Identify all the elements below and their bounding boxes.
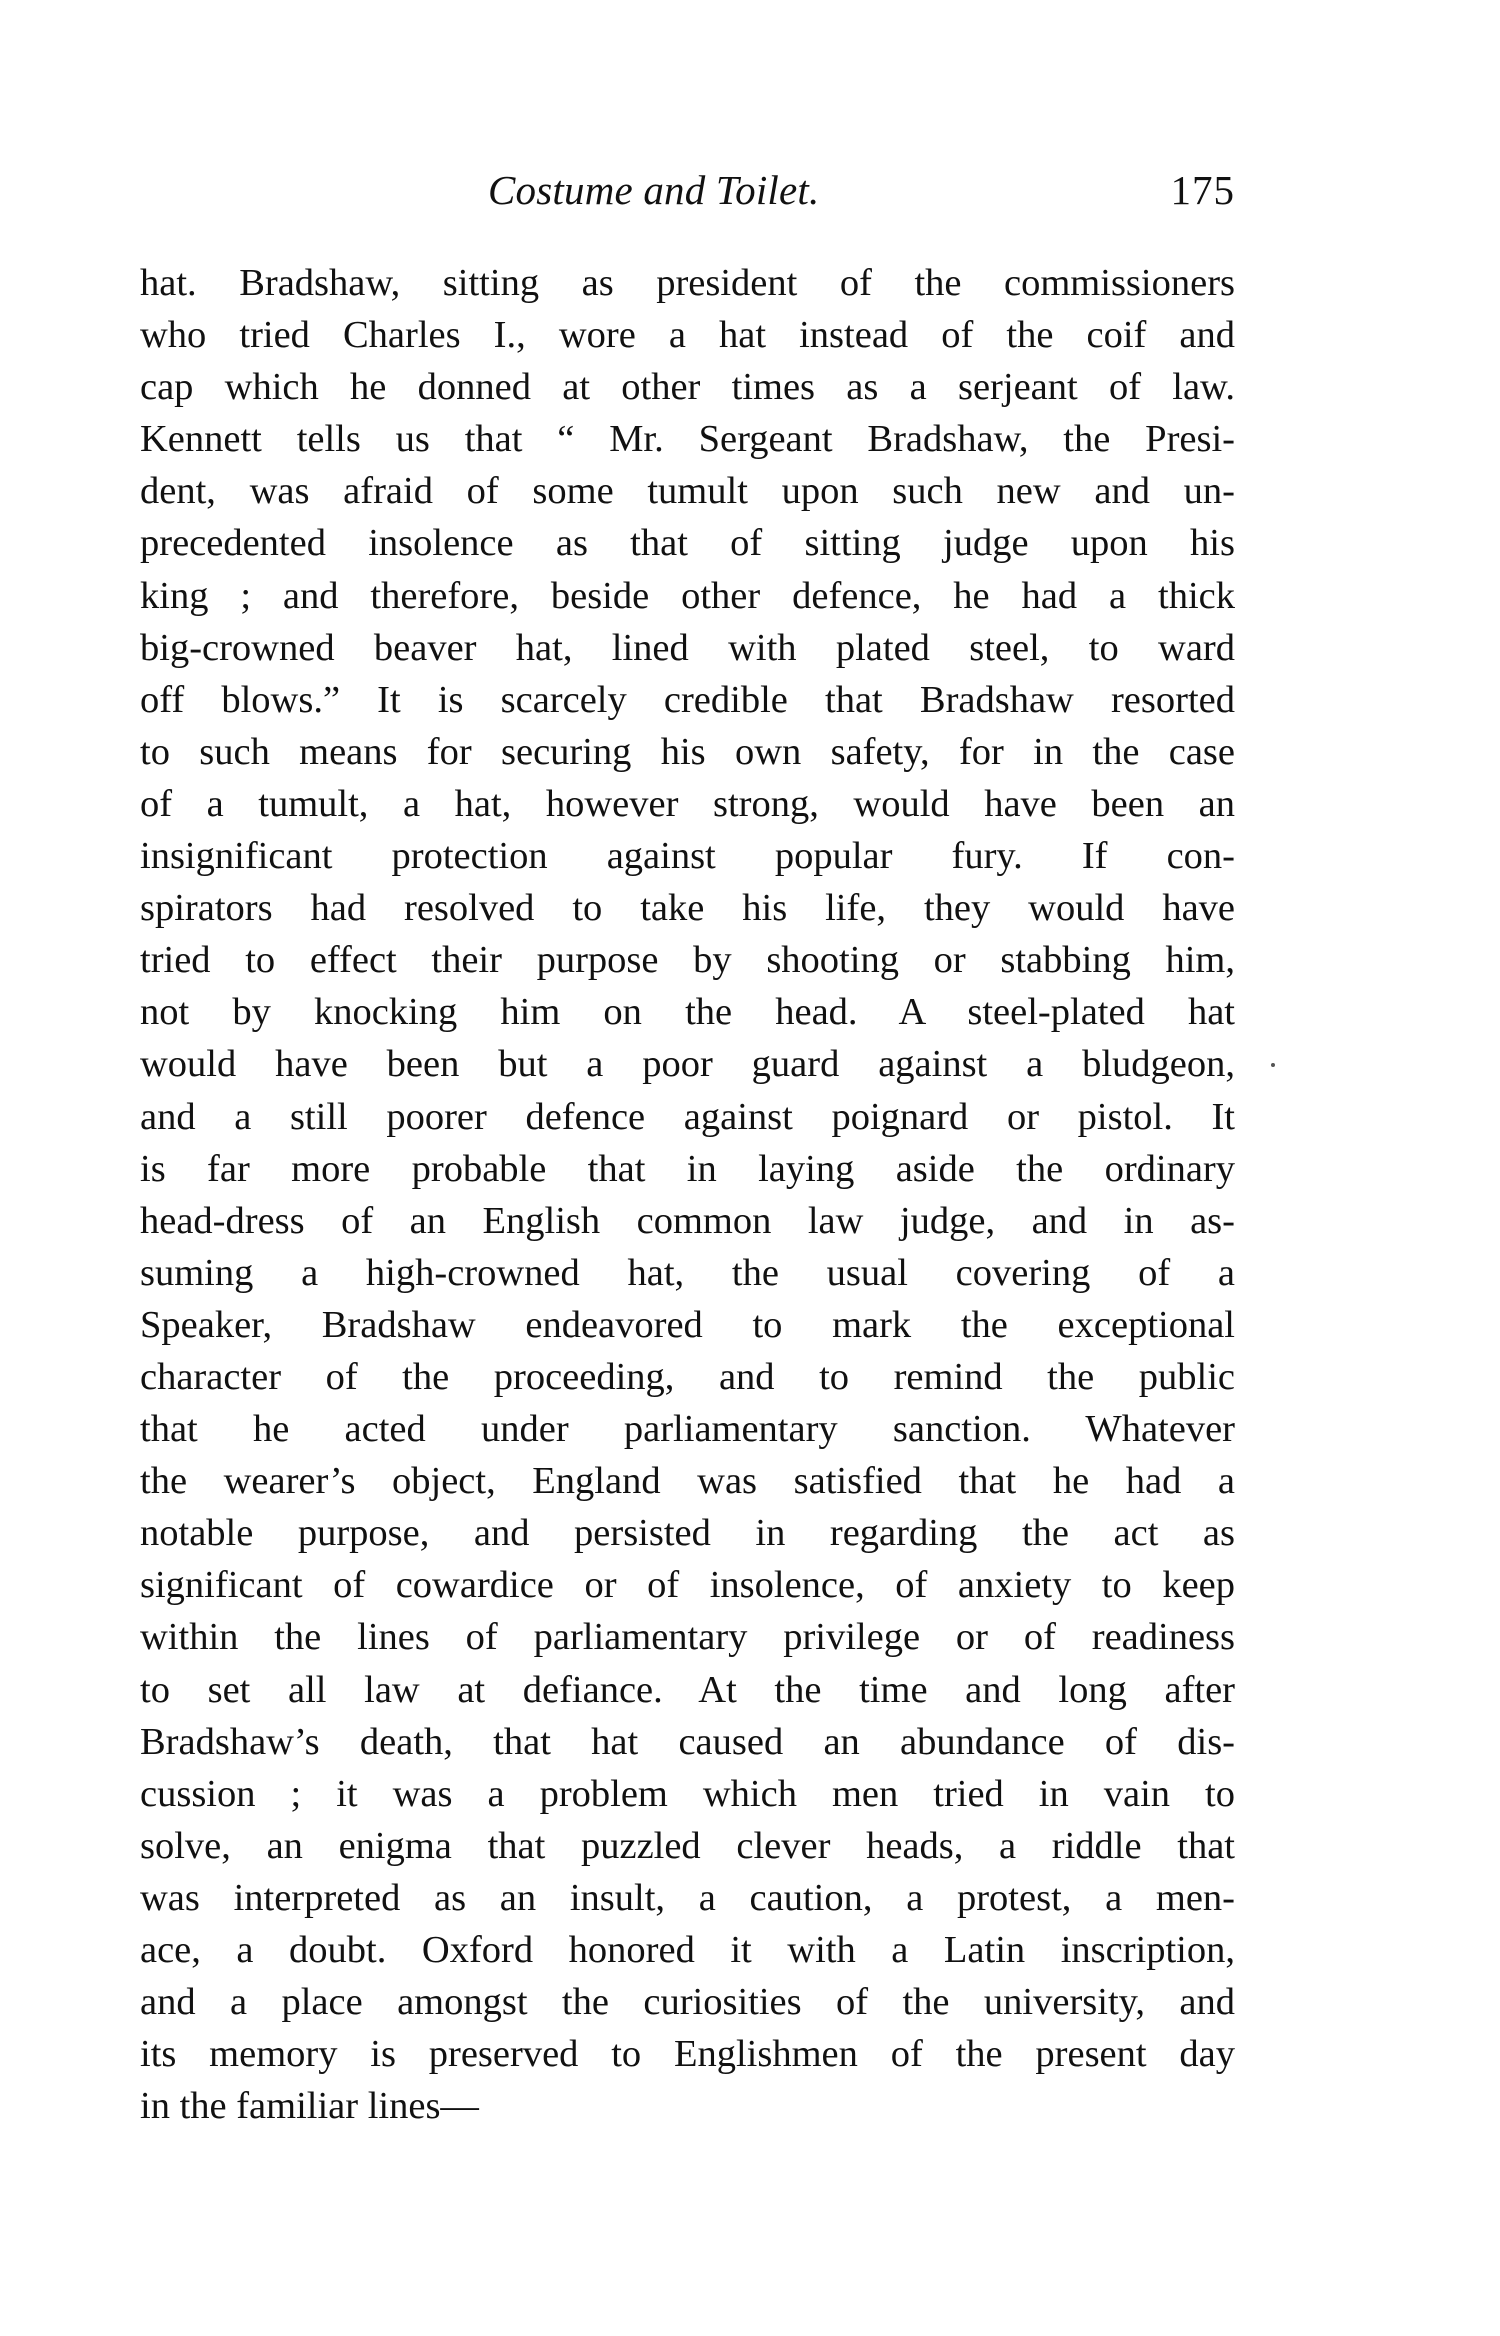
text-line: king ; and therefore, beside other defence, he had a thick	[140, 574, 1235, 617]
text-line: within the lines of parliamentary privilege or of readiness	[140, 1616, 1235, 1659]
text-line: suming a high-crowned hat, the usual covering of a	[140, 1251, 1235, 1294]
text-line: its memory is preserved to Englishmen of the present day	[140, 2033, 1235, 2076]
text-line: and a place amongst the curiosities of the university, and	[140, 1981, 1235, 2024]
text-line: solve, an enigma that puzzled clever heads, a riddle that	[140, 1824, 1235, 1867]
text-line: head-dress of an English common law judge, and in as-	[140, 1199, 1235, 1242]
text-line: notable purpose, and persisted in regarding the act as	[140, 1512, 1235, 1555]
text-line: and a still poorer defence against poignard or pistol. It	[140, 1095, 1235, 1138]
text-line-last: in the familiar lines—	[140, 2085, 479, 2128]
text-line: Bradshaw’s death, that hat caused an abundance of dis-	[140, 1720, 1235, 1763]
text-line: precedented insolence as that of sitting judge upon his	[140, 522, 1235, 565]
text-line: was interpreted as an insult, a caution, a protest, a men-	[140, 1876, 1235, 1919]
text-line: cap which he donned at other times as a serjeant of law.	[140, 366, 1235, 409]
page-number: 175	[1170, 167, 1235, 213]
text-line: Speaker, Bradshaw endeavored to mark the exceptional	[140, 1303, 1235, 1346]
text-line: hat. Bradshaw, sitting as president of the commissioners	[140, 262, 1235, 304]
text-line: the wearer’s object, England was satisfied that he had a	[140, 1460, 1235, 1503]
running-title: Costume and Toilet.	[488, 167, 820, 213]
text-line: dent, was afraid of some tumult upon such new and un-	[140, 470, 1235, 513]
text-line: insignificant protection against popular fury. If con-	[140, 835, 1235, 878]
text-line: spirators had resolved to take his life, they would have	[140, 887, 1235, 930]
text-line: that he acted under parliamentary sanction. Whatever	[140, 1408, 1235, 1451]
text-line: would have been but a poor guard against a bludgeon,	[140, 1043, 1235, 1086]
text-line: significant of cowardice or of insolence, of anxiety to keep	[140, 1564, 1235, 1607]
text-line: ace, a doubt. Oxford honored it with a Latin inscription,	[140, 1929, 1235, 1971]
text-line: to set all law at defiance. At the time and long after	[140, 1668, 1235, 1711]
text-line: is far more probable that in laying aside the ordinary	[140, 1147, 1235, 1190]
text-line: off blows.” It is scarcely credible that Bradshaw resorted	[140, 678, 1235, 721]
text-line: character of the proceeding, and to remind the public	[140, 1355, 1235, 1398]
text-line: to such means for securing his own safety, for in the case	[140, 730, 1235, 773]
margin-dot	[1271, 1063, 1275, 1067]
running-head	[140, 166, 1235, 226]
text-line: Kennett tells us that “ Mr. Sergeant Bradshaw, the Presi-	[140, 418, 1235, 461]
text-line: tried to effect their purpose by shooting or stabbing him,	[140, 939, 1235, 982]
text-line: cussion ; it was a problem which men tried in vain to	[140, 1772, 1235, 1815]
text-line: big-crowned beaver hat, lined with plated steel, to ward	[140, 626, 1235, 669]
text-line: who tried Charles I., wore a hat instead of the coif and	[140, 314, 1235, 357]
body-paragraph	[140, 257, 1235, 2132]
text-line: not by knocking him on the head. A steel-plated hat	[140, 991, 1235, 1034]
text-line: of a tumult, a hat, however strong, would have been an	[140, 782, 1235, 825]
